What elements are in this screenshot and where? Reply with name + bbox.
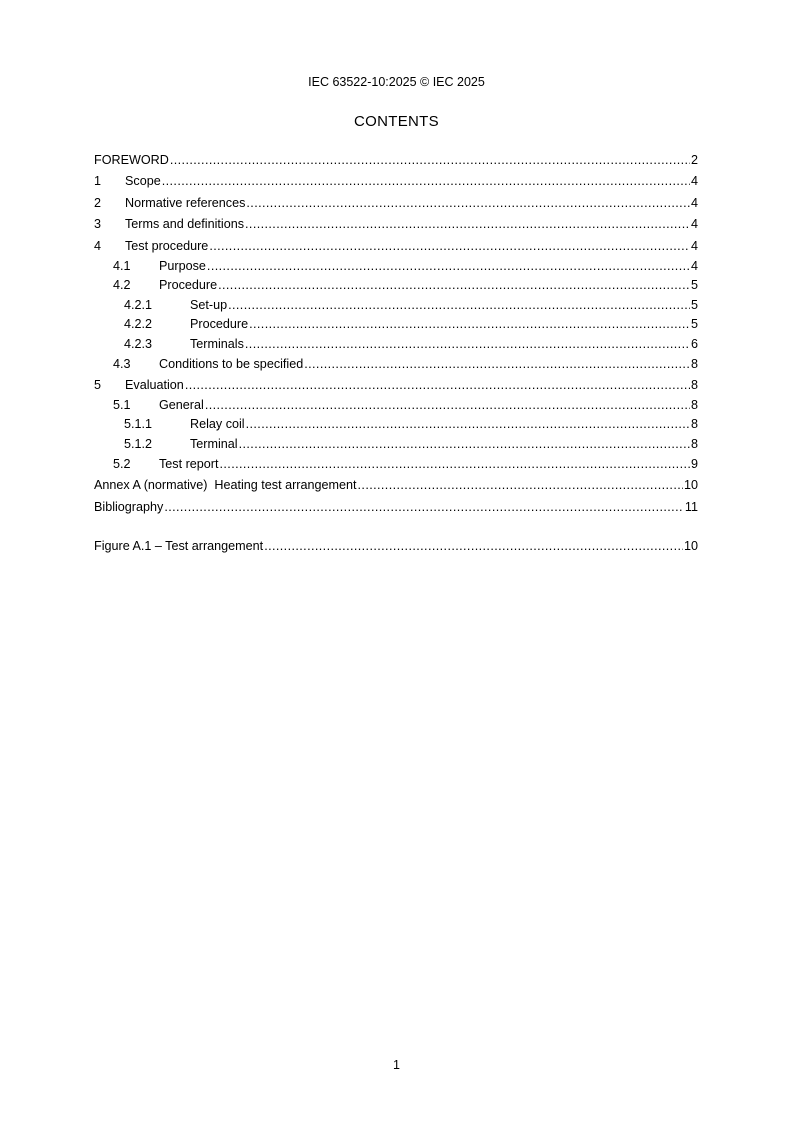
- toc-entry-page: 4: [690, 195, 698, 210]
- toc-entry-number: 4.2.2: [124, 317, 153, 332]
- toc-entry-general[interactable]: [94, 393, 698, 413]
- toc-dot-leader: [207, 259, 690, 274]
- toc-dot-leader: [185, 378, 690, 393]
- toc-entry-page: 4: [690, 258, 698, 273]
- toc-entry-number: 4: [94, 238, 102, 253]
- toc-entry-bibliography[interactable]: [94, 493, 698, 515]
- toc-entry-label: Annex A (normative) Heating test arrangement: [94, 478, 357, 493]
- toc-entry-number: 4.2.3: [124, 336, 153, 351]
- toc-dot-leader: [264, 539, 683, 554]
- toc-entry-relay-coil[interactable]: [94, 413, 698, 433]
- toc-entry-label: Terminals: [190, 336, 244, 351]
- toc-dot-leader: [358, 478, 683, 493]
- toc-entry-set-up[interactable]: [94, 293, 698, 313]
- toc-entry-label: Terminal: [190, 436, 238, 451]
- figure-entry-label: Figure A.1 – Test arrangement: [94, 538, 264, 553]
- toc-entry-page: 10: [683, 478, 698, 493]
- toc-entry-number: 5: [94, 378, 102, 393]
- toc-dot-leader: [164, 500, 684, 515]
- toc-entry-label: Test procedure: [125, 238, 209, 253]
- toc-entry-number: 1: [94, 174, 102, 189]
- page-header: IEC 63522-10:2025 © IEC 2025: [308, 75, 485, 89]
- contents-title: CONTENTS: [354, 113, 439, 130]
- toc-entry-page: 8: [690, 436, 698, 451]
- toc-dot-leader: [218, 278, 690, 293]
- toc-dot-leader: [228, 298, 690, 313]
- toc-entry-label: Conditions to be specified: [159, 356, 304, 371]
- toc-entry-number: 2: [94, 195, 102, 210]
- toc-entry-conditions-to-be-specified[interactable]: [94, 352, 698, 372]
- toc-dot-leader: [170, 153, 690, 168]
- toc-entry-page: 5: [690, 278, 698, 293]
- toc-entry-label: Test report: [159, 456, 219, 471]
- toc-entry-number: 5.1.2: [124, 436, 153, 451]
- toc-dot-leader: [209, 239, 690, 254]
- toc-entry-procedure-sub[interactable]: [94, 313, 698, 333]
- toc-entry-label: General: [159, 397, 204, 412]
- toc-entry-number: 5.2: [113, 456, 131, 471]
- toc-dot-leader: [246, 417, 690, 432]
- toc-dot-leader: [162, 174, 690, 189]
- toc-entry-label: Evaluation: [125, 378, 184, 393]
- toc-dot-leader: [304, 357, 690, 372]
- toc-entry-page: 4: [690, 238, 698, 253]
- toc-entry-page: 4: [690, 174, 698, 189]
- toc-entry-page: 8: [690, 378, 698, 393]
- table-of-contents: [94, 146, 698, 515]
- list-of-figures: [94, 532, 698, 554]
- figure-entry-a1[interactable]: [94, 532, 698, 554]
- toc-entry-test-report[interactable]: [94, 452, 698, 472]
- toc-dot-leader: [220, 457, 690, 472]
- toc-entry-label: Purpose: [159, 258, 206, 273]
- toc-entry-page: 5: [690, 297, 698, 312]
- toc-entry-number: 3: [94, 217, 102, 232]
- toc-dot-leader: [245, 217, 690, 232]
- toc-entry-page: 8: [690, 397, 698, 412]
- toc-entry-page: 4: [690, 217, 698, 232]
- toc-entry-number: 4.3: [113, 356, 131, 371]
- figure-entry-page: 10: [683, 538, 698, 553]
- toc-entry-terminal[interactable]: [94, 432, 698, 452]
- toc-entry-terminals[interactable]: [94, 332, 698, 352]
- toc-entry-number: 5.1: [113, 397, 131, 412]
- toc-dot-leader: [239, 437, 690, 452]
- toc-entry-page: 5: [690, 317, 698, 332]
- toc-entry-number: 4.1: [113, 258, 131, 273]
- toc-entry-procedure[interactable]: [94, 274, 698, 294]
- toc-entry-page: 8: [690, 417, 698, 432]
- toc-entry-purpose[interactable]: [94, 254, 698, 274]
- toc-entry-foreword[interactable]: [94, 146, 698, 168]
- toc-entry-label: FOREWORD: [94, 152, 169, 167]
- toc-dot-leader: [245, 337, 690, 352]
- toc-dot-leader: [246, 196, 690, 211]
- toc-entry-terms-and-definitions[interactable]: [94, 211, 698, 233]
- toc-entry-label: Relay coil: [190, 417, 245, 432]
- toc-entry-page: 2: [690, 152, 698, 167]
- toc-dot-leader: [205, 398, 690, 413]
- toc-entry-label: Scope: [125, 174, 161, 189]
- page-number: 1: [393, 1058, 400, 1072]
- toc-entry-page: 9: [690, 456, 698, 471]
- toc-entry-number: 5.1.1: [124, 417, 153, 432]
- toc-entry-label: Terms and definitions: [125, 217, 245, 232]
- toc-entry-number: 4.2.1: [124, 297, 153, 312]
- toc-entry-label: Procedure: [190, 317, 249, 332]
- toc-entry-label: Normative references: [125, 195, 246, 210]
- toc-dot-leader: [249, 317, 690, 332]
- toc-entry-page: 6: [690, 336, 698, 351]
- toc-entry-page: 11: [684, 499, 698, 514]
- toc-entry-page: 8: [690, 356, 698, 371]
- toc-entry-label: Set-up: [190, 297, 228, 312]
- toc-entry-normative-references[interactable]: [94, 189, 698, 211]
- toc-entry-number: 4.2: [113, 278, 131, 293]
- toc-entry-evaluation[interactable]: [94, 372, 698, 394]
- toc-entry-label: Procedure: [159, 278, 218, 293]
- toc-entry-test-procedure[interactable]: [94, 232, 698, 254]
- toc-entry-label: Bibliography: [94, 499, 164, 514]
- toc-entry-annex-a[interactable]: [94, 472, 698, 494]
- toc-entry-scope[interactable]: [94, 168, 698, 190]
